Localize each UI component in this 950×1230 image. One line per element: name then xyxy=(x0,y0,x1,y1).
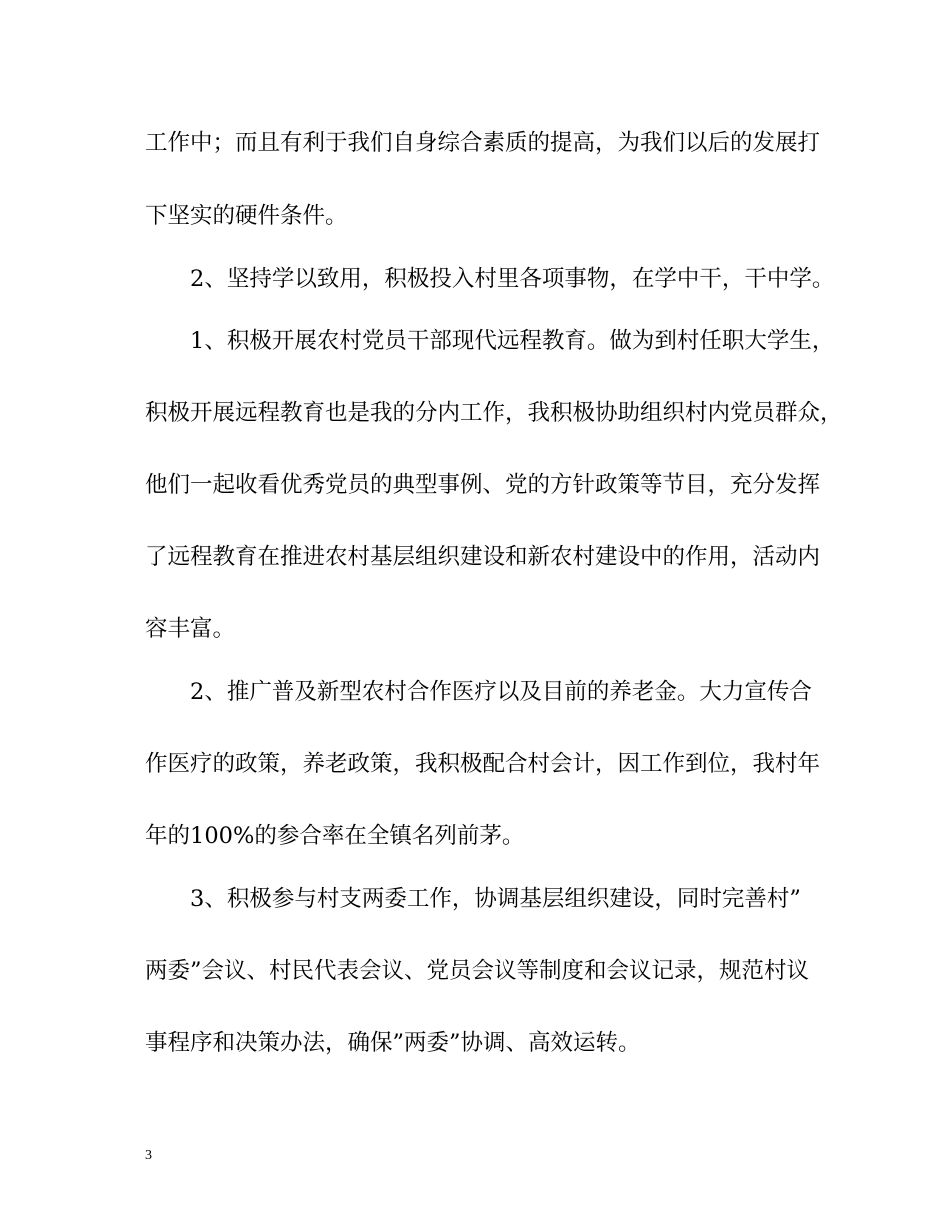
section-heading: 2、坚持学以致用，积极投入村里各项事物，在学中干，干中学。 xyxy=(190,266,835,292)
paragraph-line: 两委”会议、村民代表会议、党员会议等制度和会议记录，规范村议 xyxy=(145,958,810,984)
list-item-heading: 1、积极开展农村党员干部现代远程教育。做为到村任职大学生， xyxy=(190,328,835,354)
paragraph-line: 容丰富。 xyxy=(145,616,236,642)
paragraph-line: 他们一起收看优秀党员的典型事例、党的方针政策等节目，充分发挥 xyxy=(145,472,821,498)
paragraph-line: 了远程教育在推进农村基层组织建设和新农村建设中的作用，活动内 xyxy=(145,544,821,570)
paragraph-line: 工作中；而且有利于我们自身综合素质的提高，为我们以后的发展打 xyxy=(145,130,821,156)
paragraph-line: 作医疗的政策，养老政策，我积极配合村会计，因工作到位，我村年 xyxy=(145,751,821,777)
paragraph-line: 事程序和决策办法，确保”两委”协调、高效运转。 xyxy=(145,1030,641,1056)
paragraph-line: 积极开展远程教育也是我的分内工作，我积极协助组织村内党员群众， xyxy=(145,400,843,426)
list-item-heading: 2、推广普及新型农村合作医疗以及目前的养老金。大力宣传合 xyxy=(190,679,812,705)
page-number: 3 xyxy=(145,1148,152,1163)
paragraph-line: 年的100%的参合率在全镇名列前茅。 xyxy=(145,823,525,849)
paragraph-line: 下坚实的硬件条件。 xyxy=(145,203,348,229)
list-item-heading: 3、积极参与村支两委工作，协调基层组织建设，同时完善村” xyxy=(190,886,801,912)
